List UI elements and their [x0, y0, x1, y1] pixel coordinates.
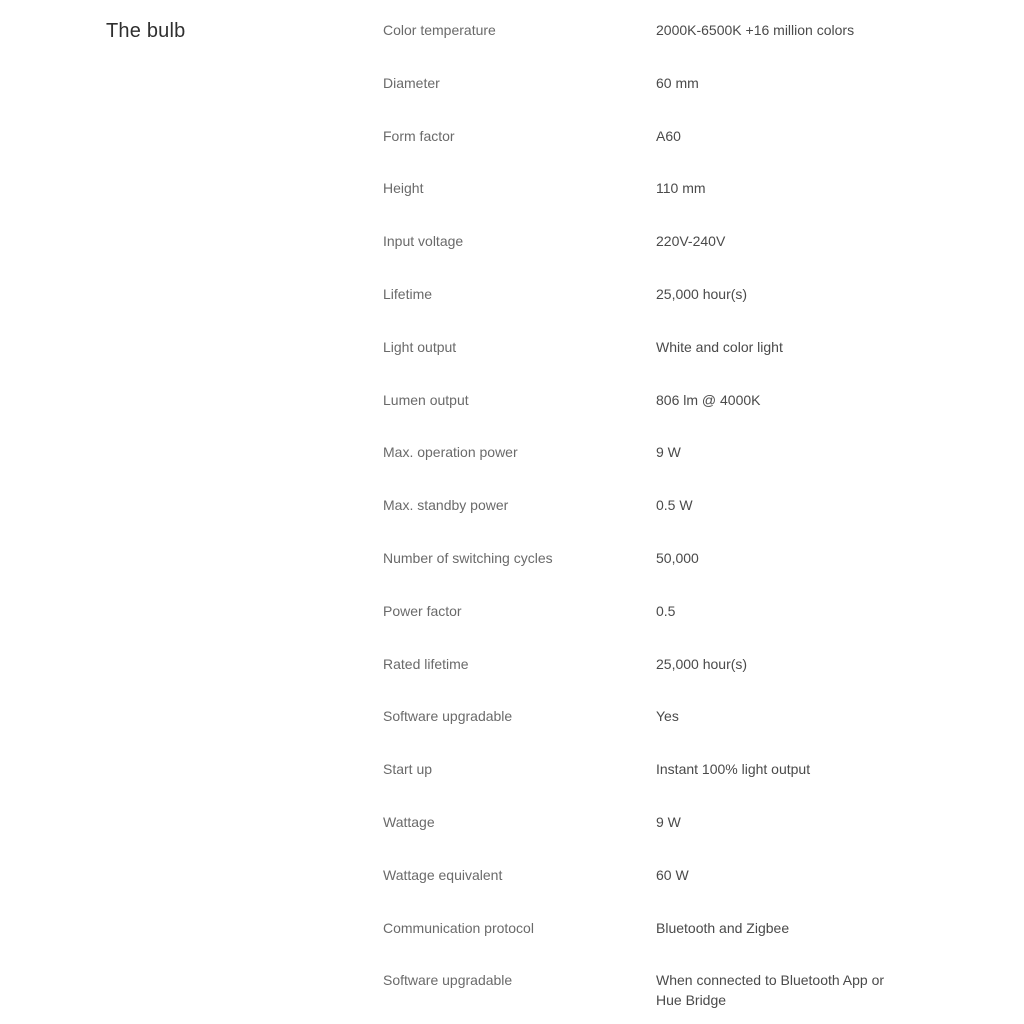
spec-row-communication-protocol [383, 918, 943, 971]
spec-row-switching-cycles [383, 548, 943, 601]
spec-row-rated-lifetime [383, 654, 943, 707]
spec-row-form-factor [383, 126, 943, 179]
spec-label: Rated lifetime [383, 655, 469, 672]
spec-row-lifetime [383, 284, 943, 337]
spec-label: Software upgradable [383, 708, 513, 725]
spec-value: When connected to Bluetooth App or Hue Bridge [656, 972, 885, 1009]
spec-value: Bluetooth and Zigbee [656, 919, 790, 936]
spec-value: White and color light [656, 338, 783, 355]
spec-label: Height [383, 180, 424, 197]
spec-label: Input voltage [383, 233, 464, 250]
spec-label: Form factor [383, 127, 455, 144]
spec-label: Wattage [383, 813, 435, 830]
spec-label: Lifetime [383, 285, 433, 302]
section-title: The bulb [106, 20, 186, 42]
spec-row-start-up [383, 759, 943, 812]
spec-value: 50,000 [656, 549, 699, 566]
spec-value: 2000K-6500K +16 million colors [656, 22, 855, 38]
spec-value: 25,000 hour(s) [656, 655, 748, 672]
spec-label: Color temperature [383, 22, 496, 38]
spec-value: Instant 100% light output [656, 761, 811, 778]
spec-row-height [383, 178, 943, 231]
spec-row-max-operation-power [383, 442, 943, 495]
spec-value: 110 mm [656, 180, 706, 197]
spec-label: Max. standby power [383, 497, 509, 514]
spec-value: 0.5 [656, 602, 676, 619]
spec-label: Power factor [383, 602, 462, 619]
spec-row-wattage-equivalent [383, 865, 943, 918]
spec-value: 25,000 hour(s) [656, 285, 748, 302]
spec-value: Yes [656, 708, 679, 725]
spec-list [383, 20, 943, 1010]
spec-row-software-upgradable [383, 706, 943, 759]
spec-row-diameter [383, 73, 943, 126]
spec-row-wattage [383, 812, 943, 865]
spec-label: Max. operation power [383, 444, 518, 461]
spec-label: Diameter [383, 74, 440, 91]
spec-row-light-output [383, 337, 943, 390]
spec-row-lumen-output [383, 390, 943, 443]
spec-value: 60 W [656, 866, 689, 883]
spec-value: 220V-240V [656, 233, 726, 250]
spec-value: 9 W [656, 444, 681, 461]
spec-label: Communication protocol [383, 919, 534, 936]
spec-row-software-upgradable-2 [383, 970, 943, 1010]
spec-value: 9 W [656, 813, 681, 830]
spec-row-color-temperature [383, 20, 943, 73]
spec-label: Light output [383, 338, 457, 355]
spec-label: Software upgradable [383, 972, 513, 989]
spec-row-input-voltage [383, 231, 943, 284]
spec-value: 806 lm @ 4000K [656, 391, 761, 408]
spec-value: A60 [656, 127, 681, 144]
spec-row-power-factor [383, 601, 943, 654]
spec-value: 60 mm [656, 74, 699, 91]
spec-label: Start up [383, 761, 433, 778]
spec-label: Lumen output [383, 391, 469, 408]
spec-value: 0.5 W [656, 497, 693, 514]
spec-label: Number of switching cycles [383, 549, 553, 566]
spec-row-max-standby-power [383, 495, 943, 548]
spec-label: Wattage equivalent [383, 866, 503, 883]
